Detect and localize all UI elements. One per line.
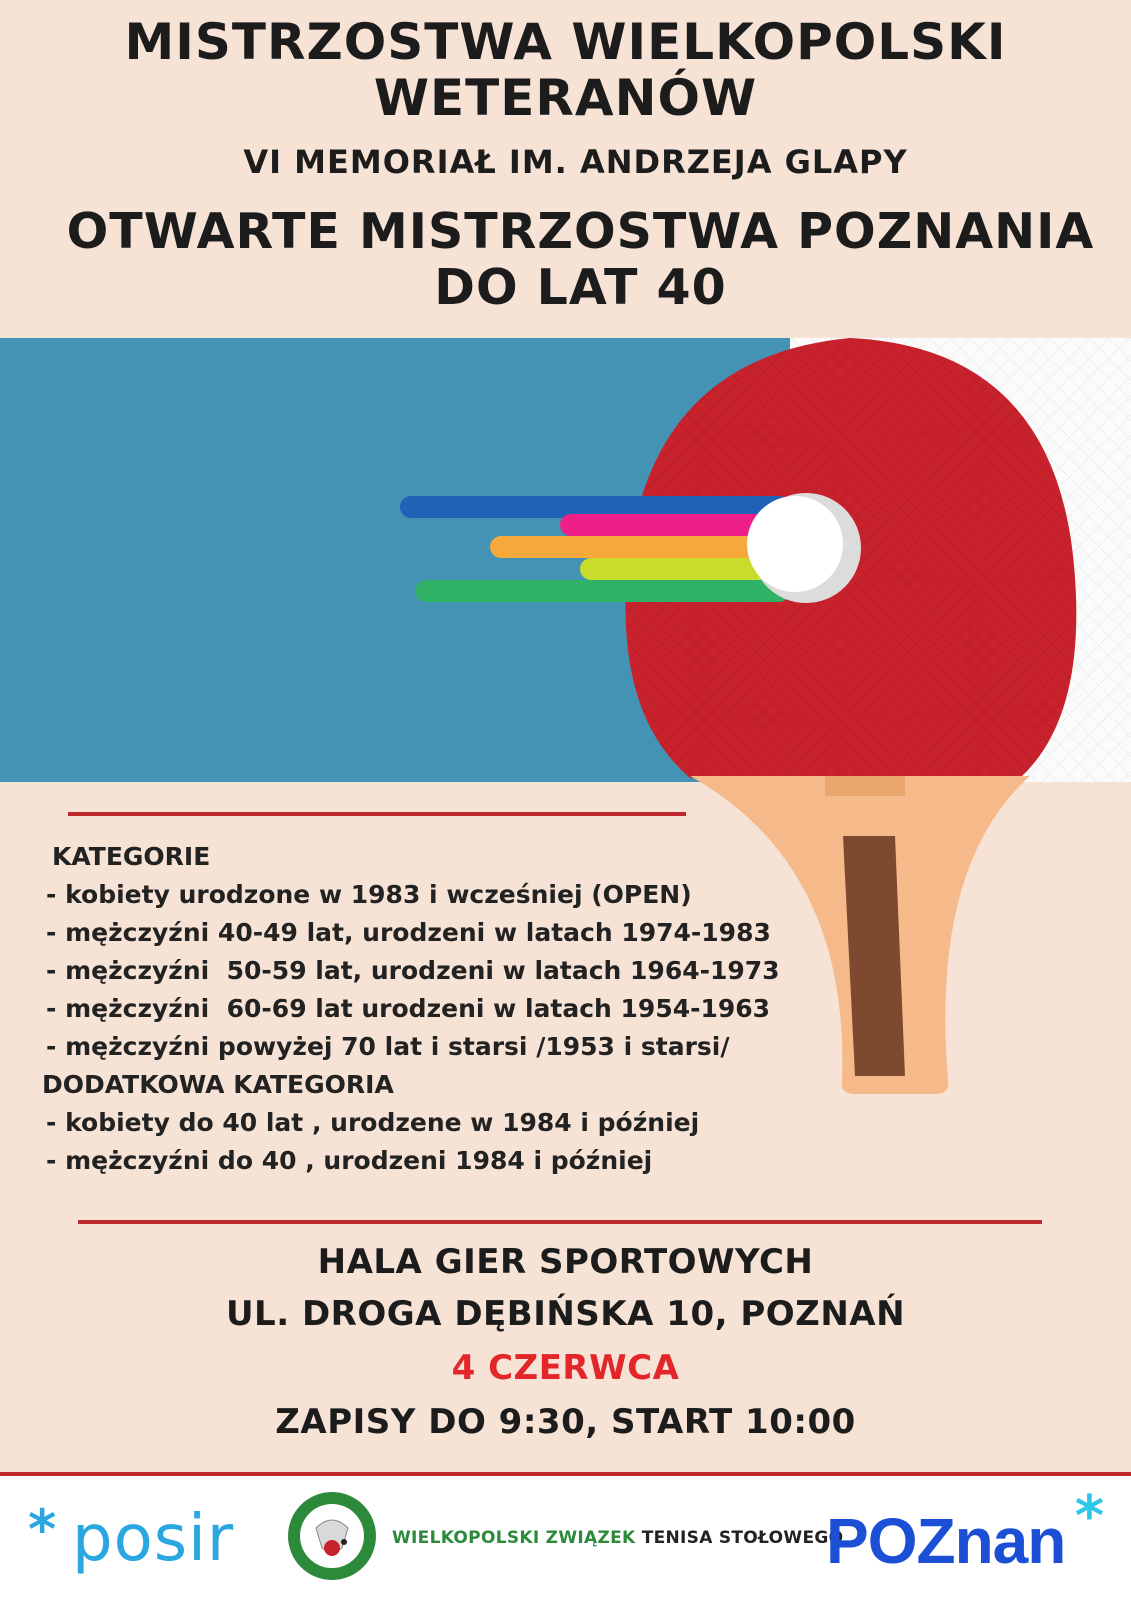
posir-star-icon: *: [28, 1498, 57, 1561]
wzts-seal-icon: [286, 1490, 378, 1582]
main-title-line1: MISTRZOSTWA WIELKOPOLSKI: [124, 13, 1007, 71]
extra-category-heading: DODATKOWA KATEGORIA: [42, 1070, 394, 1099]
venue-hall: HALA GIER SPORTOWYCH: [317, 1242, 814, 1282]
main-title: [0, 14, 1131, 126]
sponsor-footer: [0, 1476, 1131, 1600]
venue-address: UL. DROGA DĘBIŃSKA 10, POZNAŃ: [225, 1294, 906, 1334]
categories-heading: KATEGORIE: [52, 842, 211, 871]
open-title-line2: DO LAT 40: [434, 259, 727, 316]
category-item: - mężczyźni 60-69 lat urodzeni w latach 1954-1963: [46, 994, 771, 1023]
wzts-name-dark: TENISA STOŁOWEGO: [641, 1528, 844, 1548]
memorial-subtitle: VI MEMORIAŁ IM. ANDRZEJA GLAPY: [243, 143, 908, 181]
ping-pong-paddle-illustration: [0, 338, 1131, 790]
posir-wordmark: posir: [72, 1502, 235, 1576]
category-item: - kobiety urodzone w 1983 i wcześniej (OPEN): [46, 880, 692, 909]
poznan-wordmark: POZnan: [826, 1505, 1066, 1577]
open-championship-title: [0, 204, 1131, 316]
event-date: 4 CZERWCA: [451, 1348, 680, 1388]
main-title-line2: WETERANÓW: [373, 69, 758, 127]
categories-list: [42, 838, 806, 1180]
divider-top: [68, 812, 686, 816]
extra-category-item: - kobiety do 40 lat , urodzene w 1984 i później: [46, 1108, 700, 1137]
open-title-line1: OTWARTE MISTRZOSTWA POZNANIA: [66, 203, 1095, 260]
category-item: - mężczyźni 40-49 lat, urodzeni w latach 1974-1983: [46, 918, 771, 947]
event-schedule: ZAPISY DO 9:30, START 10:00: [275, 1402, 856, 1442]
extra-category-item: - mężczyźni do 40 , urodzeni 1984 i później: [46, 1146, 653, 1175]
poznan-logo: [826, 1484, 1116, 1590]
category-item: - mężczyźni powyżej 70 lat i starsi /1953 i starsi/: [46, 1032, 730, 1061]
wzts-name: [392, 1528, 843, 1548]
divider-middle: [78, 1220, 1042, 1224]
category-item: - mężczyźni 50-59 lat, urodzeni w latach 1964-1973: [46, 956, 780, 985]
poznan-star-icon: *: [1074, 1484, 1104, 1549]
wzts-name-green: WIELKOPOLSKI ZWIĄZEK: [392, 1528, 636, 1548]
posir-logo: [28, 1498, 268, 1588]
